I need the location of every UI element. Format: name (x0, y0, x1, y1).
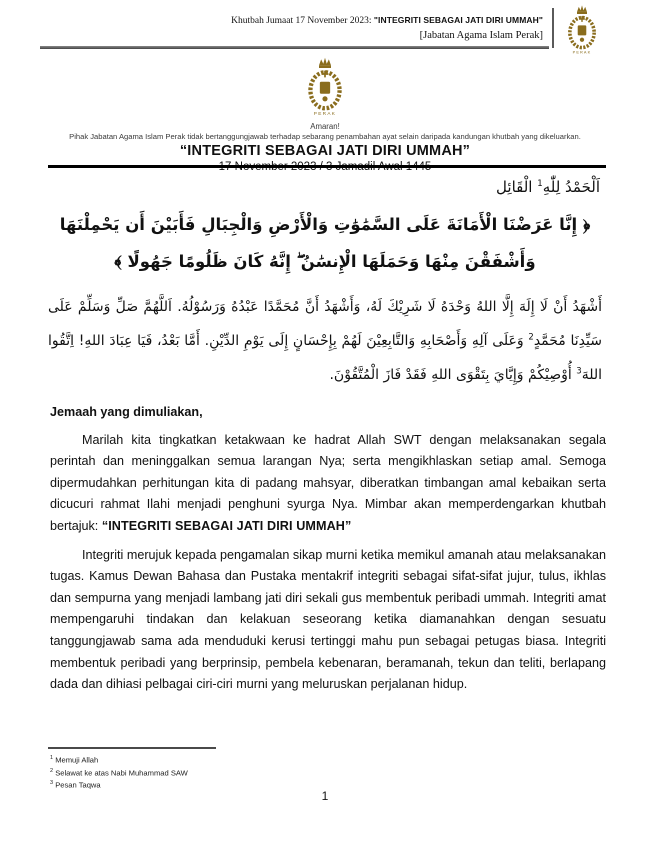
header-org-line: [Jabatan Agama Islam Perak] (419, 30, 543, 41)
shahada-part2: وَعَلَى آلِهِ وَأَصْحَابِهِ وَالتَّابِعِيْنَ لَهُمْ بِإِحْسَانٍ إِلَى يَوْمِ الدِّيْنِ. أَمَّا بَعْدُ، فَيَا عِبَادَ اللهِ! اِتَّقُوا اللهَ (48, 333, 602, 383)
footnote-1 (50, 753, 606, 766)
salutation: Jemaah yang dimuliakan, (50, 405, 203, 419)
quran-verse: ﴿ إِنَّا عَرَضْنَا الْأَمَانَةَ عَلَى السَّمَٰوَٰتِ وَالْأَرْضِ وَالْجِبَالِ فَأَبَيْنَ أَن يَحْمِلْنَهَا وَأَشْفَقْنَ مِنْهَا وَحَمَلَهَا الْإِنسَٰنُ ۖ إِنَّهُ كَانَ ظَلُومًا جَهُولًا ﴾ (59, 215, 591, 271)
footnote-1-num: 1 (50, 755, 54, 761)
warning-text: Pihak Jabatan Agama Islam Perak tidak bertanggungjawab terhadap sebarang penambahan ayat selain daripada kandungan khutbah yang dikeluarkan. (69, 132, 581, 141)
footnote-marker-3: 3 (576, 366, 582, 377)
arabic-shahada-paragraph (48, 290, 602, 392)
title-rule (48, 165, 606, 168)
arabic-opening-part1: اَلْحَمْدُ لِلّٰهِ (542, 178, 600, 196)
footnote-separator (48, 747, 216, 749)
page-number: 1 (321, 789, 329, 803)
arabic-opening-line (48, 178, 600, 196)
footnote-marker-2: 2 (528, 332, 534, 343)
malay-body (50, 402, 606, 703)
header-meta-line (50, 12, 543, 28)
perak-crest-logo-header (554, 4, 608, 54)
svg-text:PERAK: PERAK (313, 111, 337, 116)
header-meta-title: "INTEGRITI SEBAGAI JATI DIRI UMMAH" (373, 15, 543, 25)
perak-crest-icon (299, 56, 351, 116)
masthead (0, 56, 650, 173)
paragraph-1-text: Marilah kita tingkatkan ketakwaan ke hadrat Allah SWT dengan melaksanakan segala perintah dan meninggalkan semua larangan Nya; serta mengikhlaskan setiap amal. Semoga dipermudahkan perhitungan kita di padang mahsyar, diberatkan timbangan amal kebaikan serta dicucuri rahmat Ilahi menjadi penghuni syurga Nya. Mimbar akan memperdengarkan khutbah bertajuk: (50, 432, 606, 533)
svg-text:PERAK: PERAK (572, 49, 592, 54)
arabic-opening-part2: الْقَائِل (496, 178, 533, 196)
shahada-part1: أَشْهَدُ أَنْ لَا إِلَهَ إِلَّا اللهُ وَحْدَهُ لَا شَرِيْكَ لَهُ، وَأَشْهَدُ أَنَّ مُحَمَّدًا عَبْدُهُ وَرَسُوْلُهُ. اَللَّهُمَّ صَلِّ وَسَلِّمْ عَلَى سَيِّدِنَا مُحَمَّدٍ (48, 299, 602, 349)
header-meta-prefix: Khutbah Jumaat 17 November 2023: (231, 16, 374, 26)
paragraph-1 (50, 430, 606, 538)
perak-crest-icon (560, 4, 604, 54)
paragraph-1-title: “INTEGRITI SEBAGAI JATI DIRI UMMAH” (101, 518, 352, 533)
footnote-2-text: Selawat ke atas Nabi Muhammad SAW (55, 768, 188, 778)
footnote-3-text: Pesan Taqwa (55, 780, 101, 790)
shahada-part3: أُوْصِيْكُمْ وَإِيَّايَ بِتَقْوَى اللهِ فَقَدْ فَازَ الْمُتَّقُوْنَ. (329, 367, 577, 383)
footnote-2 (50, 766, 606, 779)
perak-crest-logo-center (299, 56, 351, 116)
footnote-2-num: 2 (50, 767, 54, 774)
paragraph-2: Integriti merujuk kepada pengamalan sikap murni ketika memikul amanah atau melaksanakan tugas. Kamus Dewan Bahasa dan Pustaka mentakrif integriti sebagai sifat-sifat jujur, tulus, ikhlas dan sempurna yang menjadi lambang jati diri sekali gus membentuk peribadi ummah. Integriti amat mempengaruhi tindakan dan kelakuan seseorang ketika diamanahkan dengan sesuatu tanggungjawab sama ada menduduki kerusi tertinggi mahu pun sebagai petugas biasa. Integriti membentuk peribadi yang berprinsip, pembela kebenaran, beramanah, tekun dan teliti, berlapang dada dan dihiasi pelbagai ciri-ciri murni yang meluruskan perjalanan hidup. (50, 547, 606, 692)
footnote-marker-1: 1 (537, 179, 543, 189)
khutbah-title: “INTEGRITI SEBAGAI JATI DIRI UMMAH” (179, 143, 471, 159)
header-rule (40, 46, 549, 49)
warning-label: Amaran! (310, 122, 340, 131)
header-text-block (50, 6, 552, 42)
footnotes (50, 753, 606, 791)
footnote-3-num: 3 (50, 780, 54, 787)
footnote-1-text: Memuji Allah (55, 755, 99, 765)
